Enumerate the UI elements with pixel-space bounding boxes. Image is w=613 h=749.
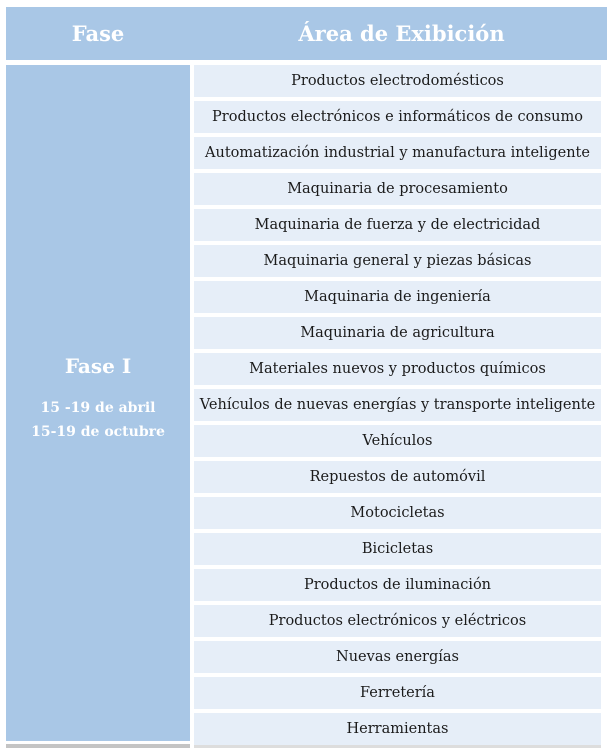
area-list: [194, 65, 601, 749]
fase-name: Fase I: [64, 354, 132, 378]
fase-cell: [6, 65, 190, 741]
column-header-fase: Fase: [71, 21, 125, 46]
table-bottom-border: [6, 744, 190, 748]
area-row: Maquinaria de ingeniería: [194, 281, 601, 313]
area-row: Productos electrodomésticos: [194, 65, 601, 97]
area-row: Repuestos de automóvil: [194, 461, 601, 493]
area-row: Vehículos: [194, 425, 601, 457]
area-row: Maquinaria de fuerza y de electricidad: [194, 209, 601, 241]
area-row: Materiales nuevos y productos químicos: [194, 353, 601, 385]
area-row: Vehículos de nuevas energías y transporte inteligente: [194, 389, 601, 421]
area-row: Maquinaria general y piezas básicas: [194, 245, 601, 277]
area-row: Productos electrónicos y eléctricos: [194, 605, 601, 637]
area-row: Automatización industrial y manufactura inteligente: [194, 137, 601, 169]
column-header-area: Área de Exibición: [298, 21, 505, 46]
area-row: Motocicletas: [194, 497, 601, 529]
area-row: Maquinaria de procesamiento: [194, 173, 601, 205]
area-row: Productos de iluminación: [194, 569, 601, 601]
area-row: Productos electrónicos e informáticos de consumo: [194, 101, 601, 133]
area-row: Bicicletas: [194, 533, 601, 565]
area-row: Nuevas energías: [194, 641, 601, 673]
area-row: Herramientas: [194, 713, 601, 745]
fase-date-october: 15-19 de octubre: [31, 424, 165, 440]
table-header: [6, 7, 607, 60]
area-row: Maquinaria de agricultura: [194, 317, 601, 349]
fase-date-april: 15 -19 de abril: [40, 400, 156, 416]
area-row: Ferretería: [194, 677, 601, 709]
